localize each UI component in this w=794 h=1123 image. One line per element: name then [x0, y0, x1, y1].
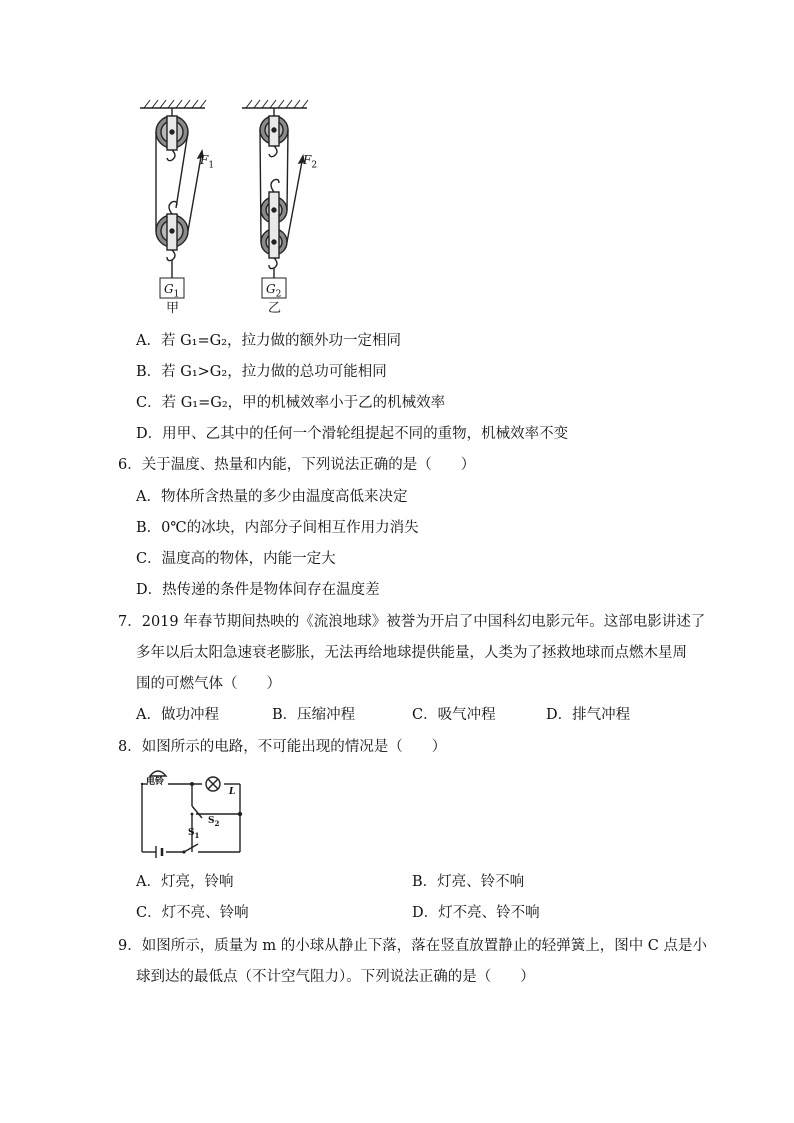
q7-stem-line-2: 多年以后太阳急速衰老膨胀，无法再给地球提供能量，人类为了拯救地球而点燃木星周	[136, 645, 687, 661]
q8-option-c: C．灯不亮、铃响	[136, 905, 249, 921]
q7-stem-line-1: 7．2019 年春节期间热映的《流浪地球》被誉为开启了中国科幻电影元年。这部电影讲述了	[118, 614, 706, 630]
q6-option-c: C．温度高的物体，内能一定大	[136, 551, 336, 567]
q5-option-c: C．若 G₁=G₂，甲的机械效率小于乙的机械效率	[136, 395, 446, 411]
q5-option-a: A．若 G₁=G₂，拉力做的额外功一定相同	[136, 333, 402, 349]
pulley-force-1-label	[200, 150, 214, 175]
s2-subscript: 2	[214, 818, 220, 828]
q6-stem: 6．关于温度、热量和内能，下列说法正确的是（ ）	[118, 457, 476, 473]
weight-2-subscript: 2	[275, 289, 282, 300]
pulley-label-yi: 乙	[268, 301, 282, 316]
q7-option-b: B．压缩冲程	[272, 707, 356, 723]
circuit-s2-label	[208, 816, 219, 829]
q9-stem-line-2: 球到达的最低点（不计空气阻力）。下列说法正确的是（ ）	[136, 969, 535, 985]
force-2-subscript: 2	[311, 160, 318, 171]
q8-stem: 8．如图所示的电路，不可能出现的情况是（ ）	[118, 739, 447, 755]
circuit-s1-label	[188, 828, 199, 841]
pulley-system-yi	[260, 108, 304, 298]
q7-stem-line-3: 围的可燃气体（ ）	[136, 676, 281, 692]
s2-letter: S	[208, 816, 215, 826]
q5-option-d: D．用甲、乙其中的任何一个滑轮组提起不同的重物，机械效率不变	[136, 426, 569, 442]
force-1-letter: F	[200, 153, 209, 167]
pulley-force-2-label	[303, 150, 317, 175]
q6-option-b: B．0℃的冰块，内部分子间相互作用力消失	[136, 520, 419, 536]
force-2-letter: F	[303, 153, 312, 167]
s1-letter: S	[188, 828, 195, 838]
force-1-subscript: 1	[208, 160, 215, 171]
q7-option-d: D．排气冲程	[546, 707, 631, 723]
pulley-figure	[130, 96, 340, 321]
q7-option-a: A．做功冲程	[136, 707, 219, 723]
q8-option-a: A．灯亮，铃响	[136, 874, 234, 890]
q9-stem-line-1: 9．如图所示，质量为 m 的小球从静止下落，落在竖直放置静止的轻弹簧上，图中 C 点是小	[118, 938, 708, 954]
weight-1-letter: G	[164, 282, 174, 296]
weight-1-subscript: 1	[173, 289, 180, 300]
q8-option-b: B．灯亮、铃不响	[412, 874, 525, 890]
q7-option-c: C．吸气冲程	[412, 707, 496, 723]
q8-option-d: D．灯不亮、铃不响	[412, 905, 540, 921]
q6-option-d: D．热传递的条件是物体间存在温度差	[136, 582, 380, 598]
circuit-bell-label: 电铃	[146, 777, 165, 787]
q6-option-a: A．物体所含热量的多少由温度高低来决定	[136, 489, 408, 505]
pulley-system-jia	[156, 108, 203, 298]
q5-option-b: B．若 G₁>G₂，拉力做的总功可能相同	[136, 364, 387, 380]
circuit-lamp-label: L	[229, 787, 236, 797]
s1-subscript: 1	[194, 830, 200, 840]
pulley-label-jia: 甲	[166, 301, 180, 316]
weight-2-letter: G	[266, 282, 276, 296]
